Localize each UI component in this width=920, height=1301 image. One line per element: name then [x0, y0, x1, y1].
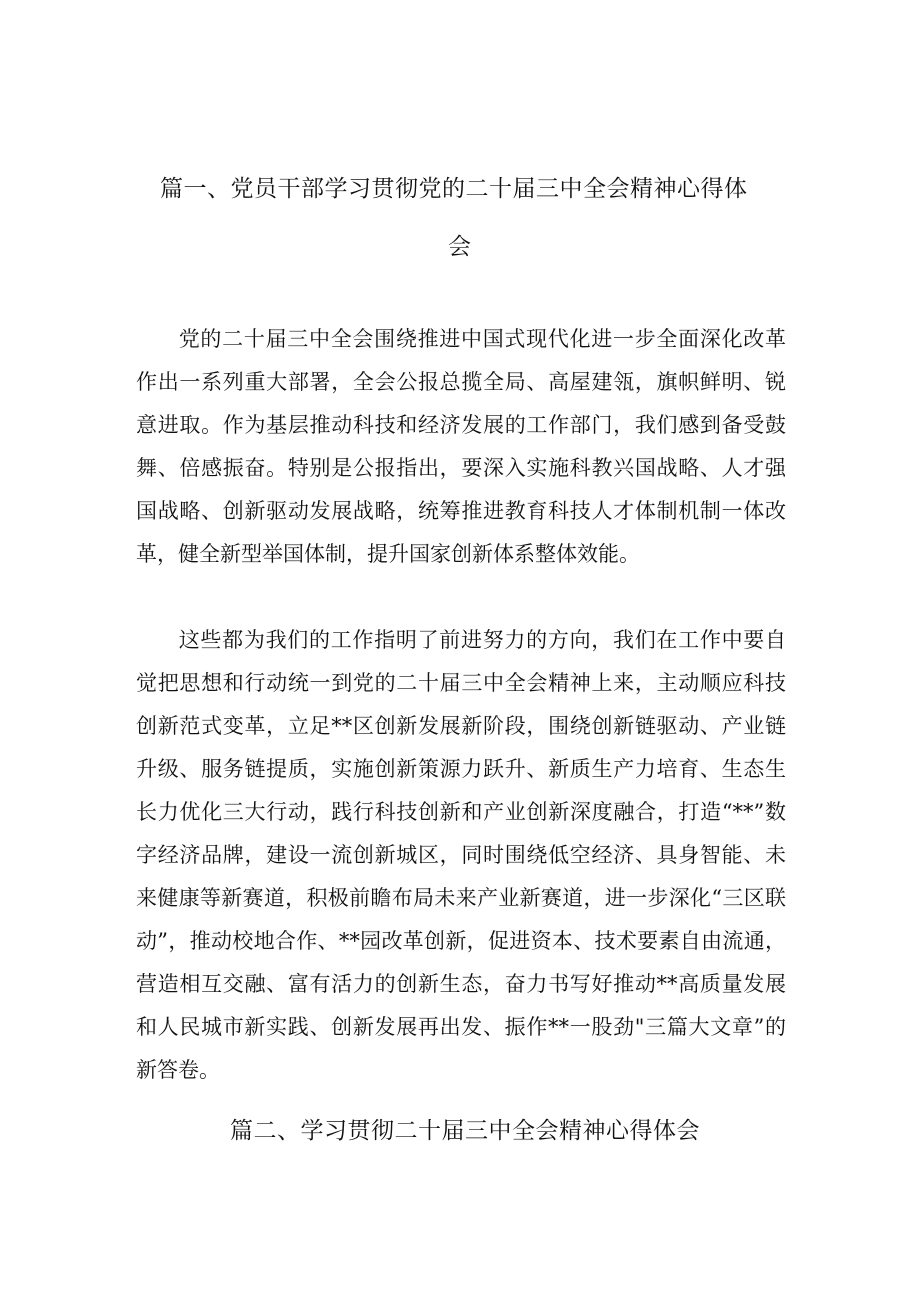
- paragraph-text: 这些都为我们的工作指明了前进努力的方向，我们在工作中要自觉把思想和行动统一到党的二十届三中全会精神上来，主动顺应科技创新范式变革，立足**区创新发展新阶段，围绕创新链驱动、产业链升级、服务链提质，实施创新策源力跃升、新质生产力培育、生态生长力优化三大行动，践行科技创新和产业创新深度融合，打造“**”数字经济品牌，建设一流创新城区，同时围绕低空经济、具身智能、未来健康等新赛道，积极前瞻布局未来产业新赛道，进一步深化“三区联动”，推动校地合作、**园改革创新，促进资本、技术要素自由流通，营造相互交融、富有活力的创新生态，奋力书写好推动**高质量发展和人民城市新实践、创新发展再出发、振作**一股劲"三篇大文章”的新答卷。: [136, 628, 786, 1082]
- section2-title: 篇二、学习贯彻二十届三中全会精神心得体会: [230, 1118, 700, 1144]
- section1-title-line1: 篇一、党员干部学习贯彻党的二十届三中全会精神心得体: [160, 176, 748, 202]
- section1-paragraph-1: [136, 318, 786, 576]
- section1-title-line2: 会: [448, 234, 472, 260]
- paragraph-text: 党的二十届三中全会围绕推进中国式现代化进一步全面深化改革作出一系列重大部署，全会公报总揽全局、高屋建瓴，旗帜鲜明、锐意进取。作为基层推动科技和经济发展的工作部门，我们感到备受鼓舞、倍感振奋。特别是公报指出，要深入实施科教兴国战略、人才强国战略、创新驱动发展战略，统筹推进教育科技人才体制机制一体改革，健全新型举国体制，提升国家创新体系整体效能。: [136, 327, 786, 566]
- section1-paragraph-2: [136, 619, 786, 1092]
